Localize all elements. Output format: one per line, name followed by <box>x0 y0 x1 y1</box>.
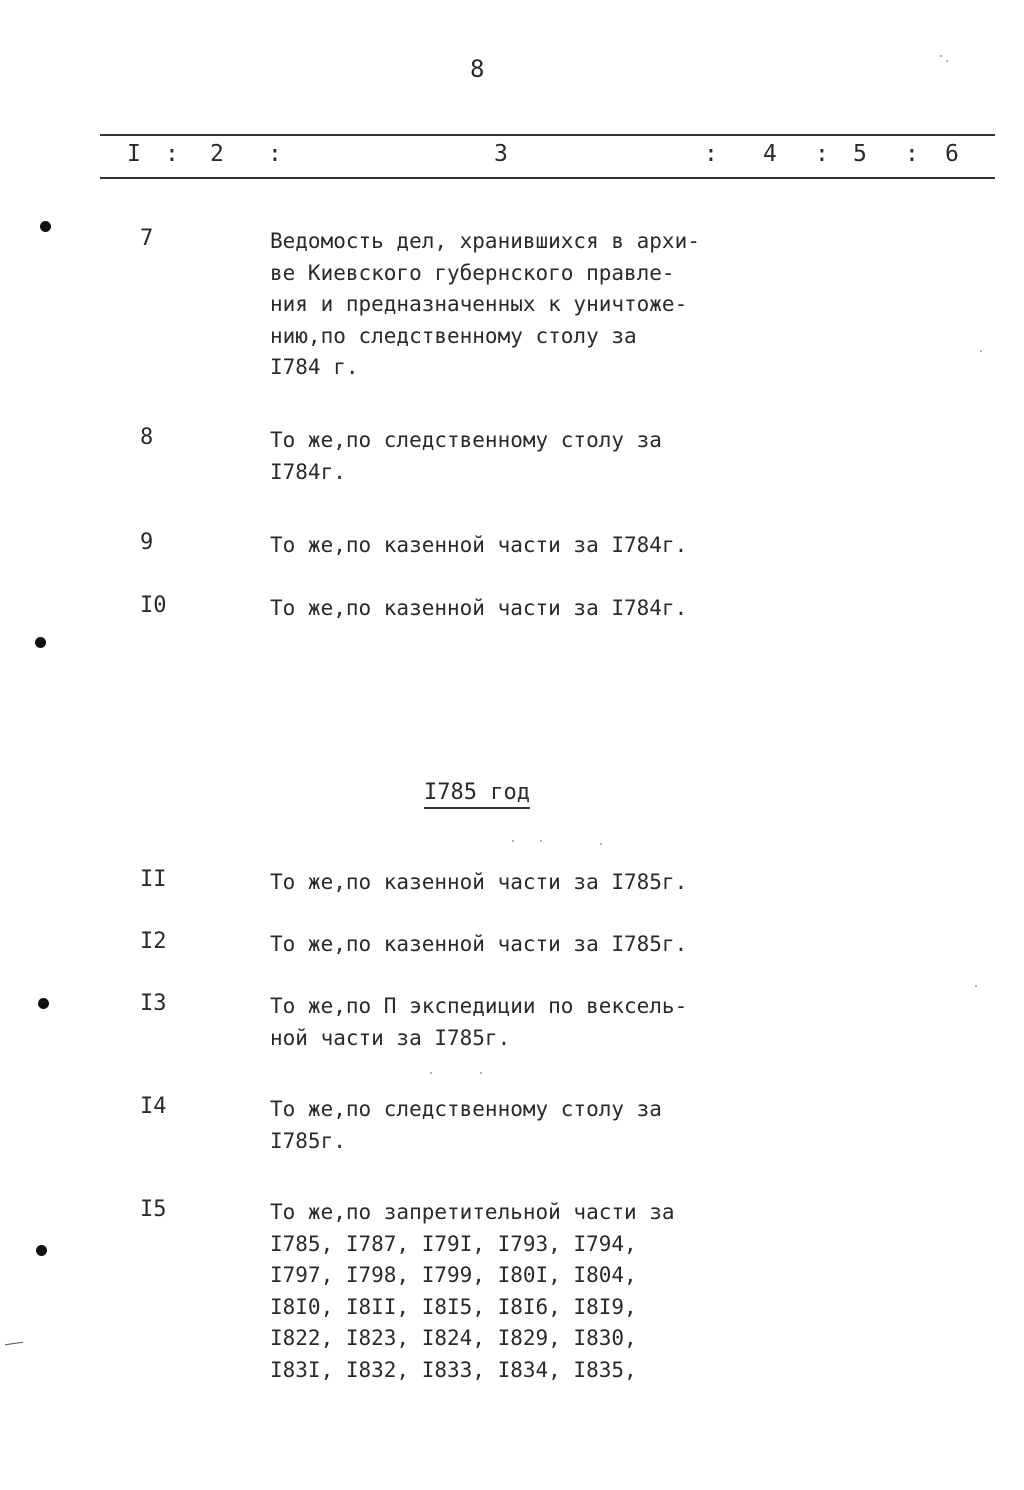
header-col-6: 6 <box>945 141 959 167</box>
paper-speck <box>980 350 982 352</box>
section-heading-year: I785 год <box>424 780 530 809</box>
punch-hole-mark <box>35 637 46 648</box>
header-separator: : <box>704 141 718 167</box>
punch-hole-mark <box>38 998 49 1009</box>
paper-speck <box>540 840 542 842</box>
entry-title: То же,по запретительной части за I785, I787, I79I, I793, I794, I797, I798, I799, I80I, I804, I8I0, I8II, I8I5, I8I6, I8I9, I822, I823, I824, I829, I830, I83I, I832, I833, I834, I835, <box>270 1200 675 1382</box>
header-separator: : <box>905 141 919 167</box>
header-col-4: 4 <box>763 141 777 167</box>
paper-speck <box>512 840 514 842</box>
entry-number: I5 <box>140 1197 167 1222</box>
entry-title: То же,по следственному столу за I785г. <box>270 1097 662 1153</box>
punch-hole-mark <box>36 1245 47 1256</box>
paper-speck <box>940 55 942 57</box>
header-separator: : <box>268 141 282 167</box>
header-col-3: 3 <box>494 141 508 167</box>
entry-title: То же,по казенной части за I784г. <box>270 596 688 620</box>
punch-hole-mark <box>40 221 51 232</box>
table-header-bottom-rule <box>100 177 995 179</box>
header-separator: : <box>815 141 829 167</box>
entry-number: I2 <box>140 929 167 954</box>
entry-title: То же,по П экспедиции по вексель- ной части за I785г. <box>270 994 688 1050</box>
paper-speck <box>975 985 977 987</box>
entry-title: То же,по казенной части за I784г. <box>270 533 688 557</box>
paper-speck <box>430 1072 432 1074</box>
entry-number: I0 <box>140 593 167 618</box>
entry-title: То же,по казенной части за I785г. <box>270 932 688 956</box>
entry-number: I3 <box>140 991 167 1016</box>
entry-number: 8 <box>140 425 154 450</box>
margin-stroke <box>5 1342 23 1345</box>
entry-title: Ведомость дел, хранившихся в архи- ве Киевского губернского правле- ния и предназначенных к уничтоже- нию,по следственному столу за I784 г. <box>270 229 700 379</box>
entry-title: То же,по казенной части за I785г. <box>270 870 688 894</box>
entry-number: 7 <box>140 226 154 251</box>
paper-speck <box>480 1072 482 1074</box>
table-header-top-rule <box>100 134 995 136</box>
header-col-5: 5 <box>853 141 867 167</box>
entry-number: II <box>140 867 167 892</box>
entry-number: 9 <box>140 530 154 555</box>
header-col-1: I <box>127 141 141 167</box>
header-separator: : <box>165 141 179 167</box>
header-col-2: 2 <box>210 141 224 167</box>
paper-speck <box>600 843 602 845</box>
paper-speck <box>946 60 948 62</box>
entry-title: То же,по следственному столу за I784г. <box>270 428 662 484</box>
entry-number: I4 <box>140 1094 167 1119</box>
page-number: 8 <box>470 55 485 83</box>
